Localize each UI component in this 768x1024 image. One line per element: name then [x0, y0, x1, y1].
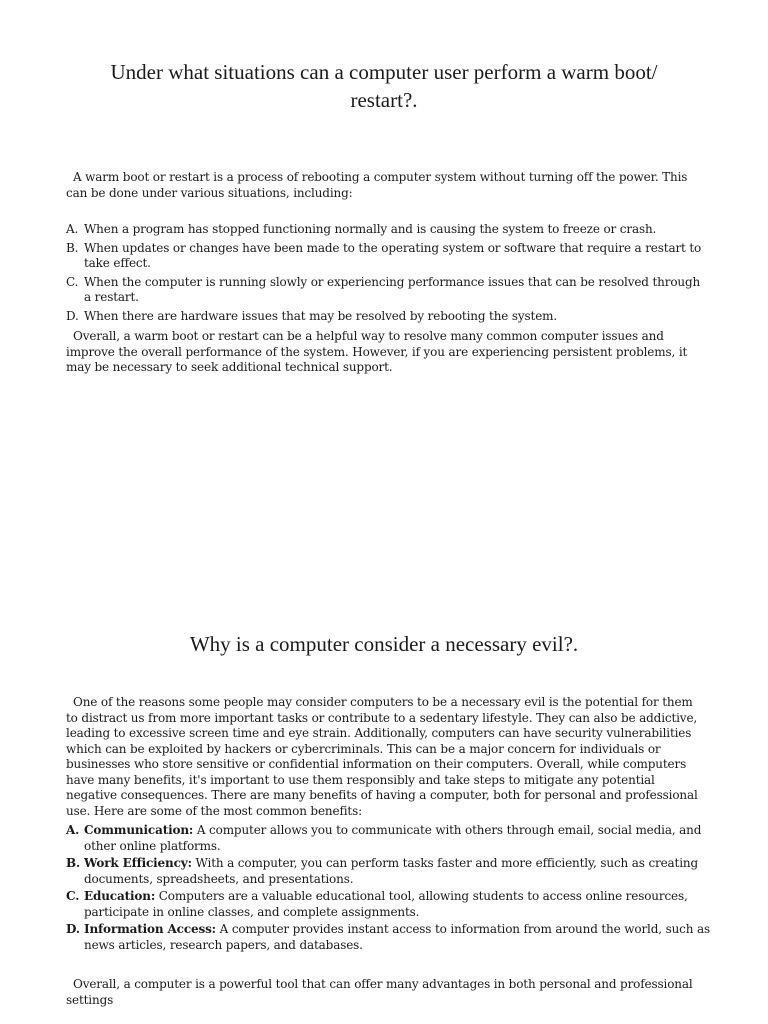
- list-marker: B.: [66, 240, 79, 255]
- list-item: [66, 222, 706, 238]
- section2-outro-paragraph: Overall, a computer is a powerful tool that can offer many advantages in both personal and professional settings: [66, 977, 693, 1007]
- list-item-term: Information Access:: [84, 922, 216, 936]
- list-item-term: Education:: [84, 889, 156, 903]
- section2-intro-paragraph: One of the reasons some people may consider computers to be a necessary evil is the potential for them to distract us from more important tasks or contribute to a sedentary lifestyle. They can also be addictive, leading to excessive screen time and eye strain. Additionally, computers can have security vulnerabilities which can be exploited by hackers or cybercriminals. This can be a major concern for individuals or businesses who store sensitive or confidential information on their computers. Overall, while computers have many benefits, it's important to use them responsibly and take steps to mitigate any potential negative consequences. There are many benefits of having a computer, both for personal and professional use. Here are some of the most common benefits:: [66, 695, 698, 818]
- section1-title: [60, 58, 708, 114]
- list-item-term: Work Efficiency:: [84, 856, 192, 870]
- list-item-text: A computer allows you to communicate with others through email, social media, and other online platforms.: [84, 823, 702, 853]
- list-item: [66, 823, 711, 854]
- list-item: [66, 241, 706, 272]
- list-marker: C.: [66, 889, 80, 903]
- section1-title-line1: Under what situations can a computer user perform a warm boot/: [110, 60, 658, 84]
- list-item-text: A computer provides instant access to information from around the world, such as news articles, research papers, and databases.: [84, 922, 710, 952]
- section1-title-line2: restart?.: [350, 88, 418, 112]
- list-marker: A.: [66, 222, 79, 236]
- list-item-text: When there are hardware issues that may be resolved by rebooting the system.: [84, 308, 558, 323]
- list-item-text: With a computer, you can perform tasks faster and more efficiently, such as creating documents, spreadsheets, and presentations.: [84, 856, 699, 886]
- list-item-text: When the computer is running slowly or experiencing performance issues that can be resolved through a restart.: [84, 274, 701, 304]
- list-marker: D.: [66, 922, 80, 936]
- list-item: [66, 856, 711, 887]
- list-item: [66, 309, 706, 325]
- list-item: [66, 275, 706, 306]
- list-item-term: Communication:: [84, 823, 194, 837]
- list-item-text: When a program has stopped functioning normally and is causing the system to freeze or crash.: [84, 222, 657, 236]
- list-item: [66, 922, 711, 953]
- section1-intro-paragraph: A warm boot or restart is a process of rebooting a computer system without turning off the power. This can be done under various situations, including:: [66, 170, 688, 200]
- section1-list: [66, 222, 706, 327]
- list-item: [66, 889, 711, 920]
- list-marker: D.: [66, 308, 79, 323]
- list-marker: C.: [66, 274, 79, 289]
- list-item-text: Computers are a valuable educational tool, allowing students to access online resources, participate in online classes, and complete assignments.: [84, 889, 688, 919]
- list-marker: A.: [66, 823, 80, 837]
- list-marker: B.: [66, 856, 81, 870]
- list-item-text: When updates or changes have been made to the operating system or software that require a restart to take effect.: [84, 240, 702, 270]
- section2-list: [66, 823, 711, 955]
- section1-outro-paragraph: Overall, a warm boot or restart can be a helpful way to resolve many common computer issues and improve the overall performance of the system. However, if you are experiencing persistent problems, it may be necessary to seek additional technical support.: [66, 329, 688, 374]
- section2-title: Why is a computer consider a necessary evil?.: [189, 632, 579, 656]
